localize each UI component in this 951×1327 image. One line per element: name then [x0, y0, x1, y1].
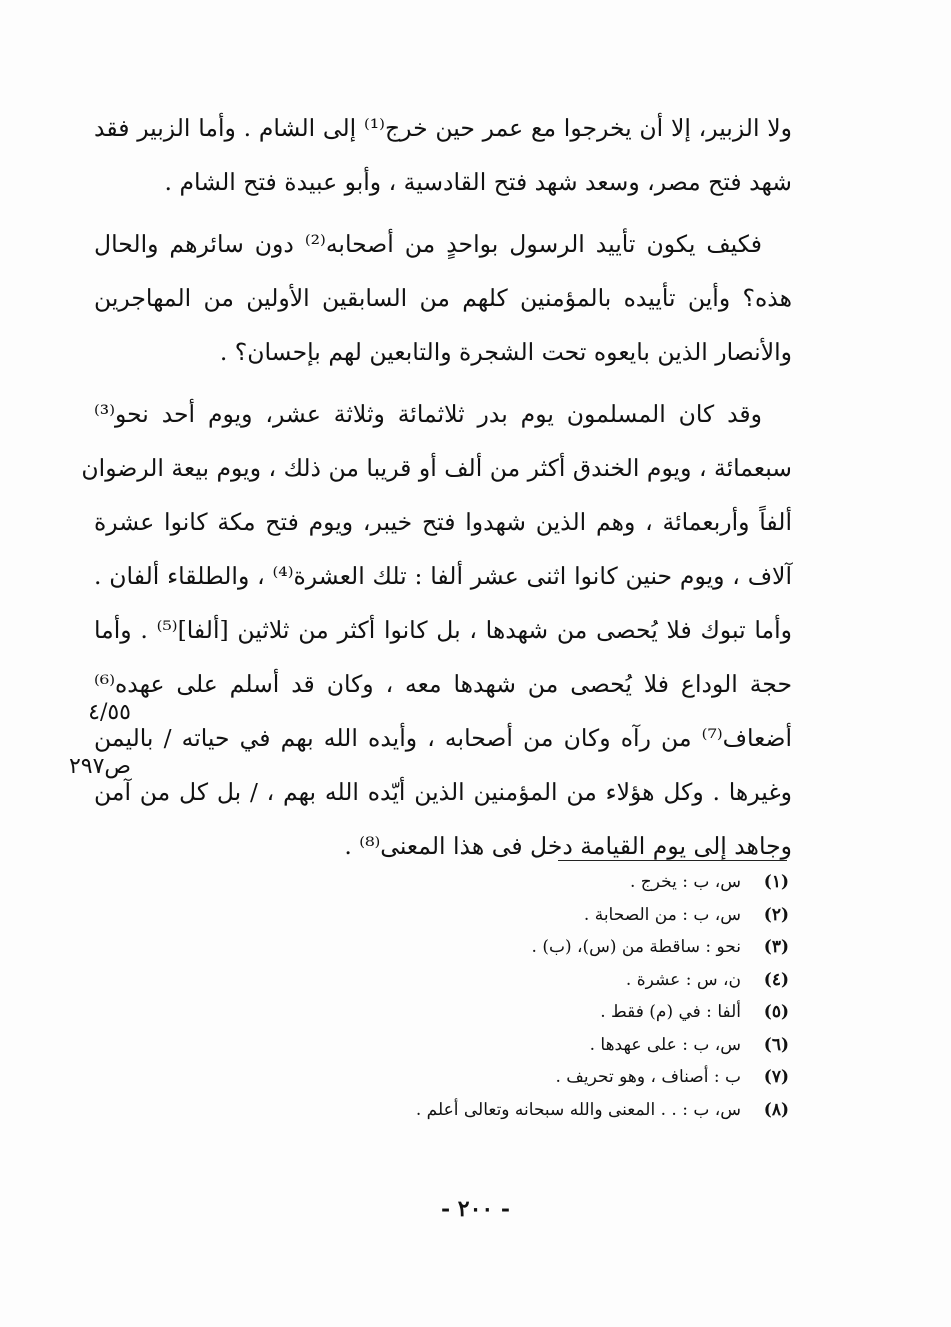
footnote-text: س، ب : . . المعنى والله سبحانه وتعالى أعلم . — [415, 1099, 741, 1120]
margin-reference: ٤/٥٥ — [88, 700, 131, 725]
footnote-item — [416, 1061, 789, 1094]
margin-reference: ص٢٩٧ — [68, 754, 131, 779]
footnote-text: س، ب : يخرج . — [629, 872, 741, 892]
footnote-item — [416, 899, 789, 932]
footnote-item — [416, 964, 789, 997]
footnote-item — [416, 866, 789, 899]
footnote-text: نحو : ساقطة من (س)، (ب) . — [531, 937, 741, 957]
footnote-divider — [558, 860, 787, 861]
body-line: فكيف يكون تأييد الرسول بواحدٍ من أصحابه⁽²⁾ دون سائرهم والحال — [94, 230, 762, 258]
body-line: شهد فتح مصر، وسعد شهد فتح القادسية ، وأبو عبيدة فتح الشام . — [164, 168, 792, 196]
footnote-list — [416, 866, 789, 1126]
body-line: وغيرها . وكل هؤلاء من المؤمنين الذين أيّده الله بهم ، / بل كل من آمن — [94, 778, 792, 806]
footnote-item — [416, 1029, 789, 1062]
footnote-number: (١) — [763, 872, 789, 892]
body-line: سبعمائة ، ويوم الخندق أكثر من ألف أو قريبا من ذلك ، ويوم بيعة الرضوان — [81, 454, 792, 482]
page-number: - ٢٠٠ - — [440, 1196, 511, 1222]
footnote-text: س، ب : من الصحابة . — [583, 904, 741, 925]
footnote-item — [416, 996, 789, 1029]
body-line: وقد كان المسلمون يوم بدر ثلاثمائة وثلاثة عشر، ويوم أحد نحو⁽³⁾ — [94, 400, 762, 428]
footnote-number: (٢) — [763, 904, 789, 925]
body-line: ولا الزبير، إلا أن يخرجوا مع عمر حين خرج⁽¹⁾ إلى الشام . وأما الزبير فقد — [94, 114, 792, 142]
footnote-text: س، ب : على عهدها . — [589, 1034, 741, 1055]
footnote-number: (٥) — [763, 1002, 789, 1022]
body-text — [81, 101, 793, 873]
body-line: هذه؟ وأين تأييده بالمؤمنين كلهم من السابقين الأولين من المهاجرين — [94, 284, 792, 312]
footnote-number: (٣) — [763, 937, 789, 957]
body-line: أضعاف⁽⁷⁾ من رآه وكان من أصحابه ، وأيده الله بهم في حياته / باليمن — [94, 724, 792, 752]
body-line: آلاف ، ويوم حنين كانوا اثنى عشر ألفا : تلك العشرة⁽⁴⁾ ، والطلقاء ألفان . — [94, 562, 792, 590]
footnote-text: ألفا : في (م) فقط . — [600, 1002, 741, 1022]
body-line: حجة الوداع فلا يُحصى من شهدها معه ، وكان قد أسلم على عهده⁽⁶⁾ — [94, 670, 792, 698]
body-line: ألفاً وأربعمائة ، وهم الذين شهدوا فتح خيبر، ويوم فتح مكة كانوا عشرة — [94, 508, 792, 536]
footnote-number: (٦) — [763, 1034, 789, 1055]
footnote-text: ن، س : عشرة . — [625, 969, 741, 990]
footnote-number: (٨) — [763, 1099, 789, 1120]
body-line: وجاهد إلى يوم القيامة دخل فى هذا المعنى⁽⁸⁾ . — [344, 832, 792, 860]
footnote-text: ب : أصناف ، وهو تحريف . — [555, 1067, 741, 1087]
footnote-item — [416, 931, 789, 964]
footnote-item — [416, 1094, 789, 1127]
body-line: وأما تبوك فلا يُحصى من شهدها ، بل كانوا أكثر من ثلاثين [ألفا]⁽⁵⁾ . وأما — [94, 616, 793, 644]
footnote-number: (٤) — [763, 969, 789, 990]
body-line: والأنصار الذين بايعوه تحت الشجرة والتابعين لهم بإحسان؟ . — [219, 338, 792, 366]
footnote-number: (٧) — [763, 1067, 789, 1087]
